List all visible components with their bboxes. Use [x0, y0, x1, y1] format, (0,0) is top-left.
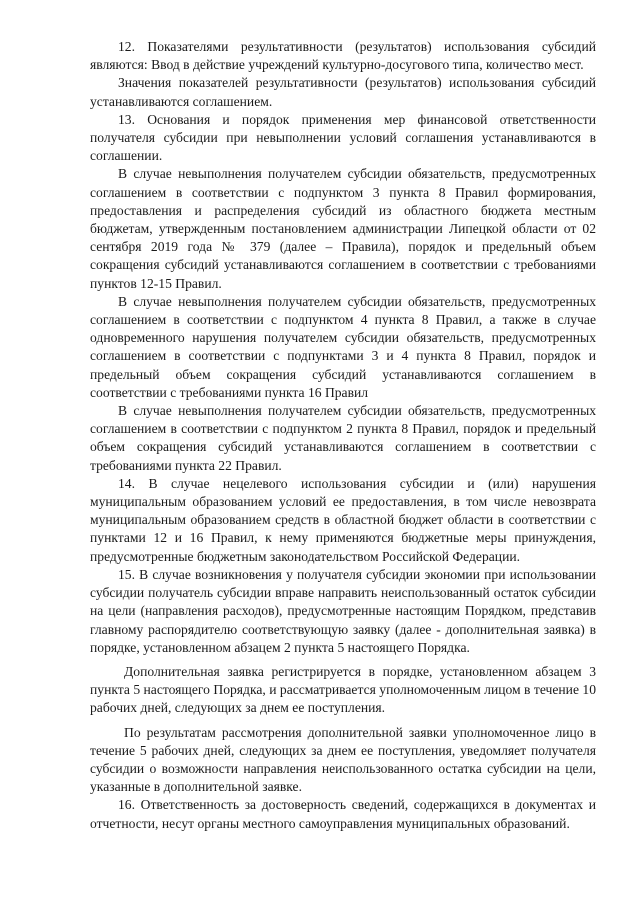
paragraph-12-indicators: Значения показателей результативности (результатов) использования субсидий устанавливаются соглашением. — [90, 75, 596, 109]
paragraph-16: 16. Ответственность за достоверность сведений, содержащихся в документах и отчетности, несут органы местного самоуправления муниципальных образований. — [90, 797, 596, 831]
paragraph-13-case-sub3: В случае невыполнения получателем субсидии обязательств, предусмотренных соглашением в соответствии с подпунктом 3 пункта 8 Правил формирования, предоставления и распределения субсидий из областного бюджета местным бюджетам, утвержденным постановлением администрации Липецкой области от 02 сентября 2019 года № 379 (далее – Правила), порядок и предельный объем сокращения субсидий устанавливаются соглашением в соответствии с требованиями пунктов 12-15 Правил. — [90, 166, 596, 291]
paragraph-12: 12. Показателями результативности (результатов) использования субсидий являются: Ввод в действие учреждений культурно-досугового типа, количество мест. — [90, 39, 596, 73]
paragraph-13-case-sub2: В случае невыполнения получателем субсидии обязательств, предусмотренных соглашением в соответствии с подпунктом 2 пункта 8 Правил, порядок и предельный объем сокращения субсидий устанавливаются соглашением в соответствии с требованиями пункта 22 Правил. — [90, 403, 596, 473]
paragraph-15-review-result: По результатам рассмотрения дополнительной заявки уполномоченное лицо в течение 5 рабочих дней, следующих за днем ее поступления, уведомляет получателя субсидии о возможности направления неиспользованного остатка субсидии на цели, указанные в дополнительной заявке. — [90, 724, 596, 795]
paragraph-13: 13. Основания и порядок применения мер финансовой ответственности получателя субсидии при невыполнении условий соглашения устанавливаются в соглашении. — [90, 111, 596, 164]
paragraph-14: 14. В случае нецелевого использования субсидии и (или) нарушения муниципальным образованием условий ее предоставления, в том числе невозврата муниципальным образованием средств в областной бюджет области в соответствии с пунктами 12 и 16 Правил, к нему применяются бюджетные меры принуждения, предусмотренные бюджетным законодательством Российской Федерации. — [90, 475, 596, 564]
paragraph-15-additional-request: Дополнительная заявка регистрируется в порядке, установленном абзацем 3 пункта 5 настоящего Порядка, и рассматривается уполномоченным лицом в течение 10 рабочих дней, следующих за днем ее поступления. — [90, 663, 596, 716]
paragraph-15: 15. В случае возникновения у получателя субсидии экономии при использовании субсидии получатель субсидии вправе направить неиспользованный остаток субсидии на цели (направления расходов), предусмотренные настоящим Порядком, представив главному распорядителю соответствующую заявку (далее - дополнительная заявка) в порядке, установленном абзацем 2 пункта 5 настоящего Порядка. — [90, 566, 596, 655]
paragraph-13-case-sub4: В случае невыполнения получателем субсидии обязательств, предусмотренных соглашением в соответствии с подпунктом 4 пункта 8 Правил, а также в случае одновременного нарушения получателем субсидии обязательств, предусмотренных соглашением в соответствии с подпунктами 3 и 4 пункта 8 Правил, порядок и предельный объем сокращения субсидий устанавливаются соглашением в соответствии с требованиями пункта 16 Правил — [90, 293, 596, 400]
